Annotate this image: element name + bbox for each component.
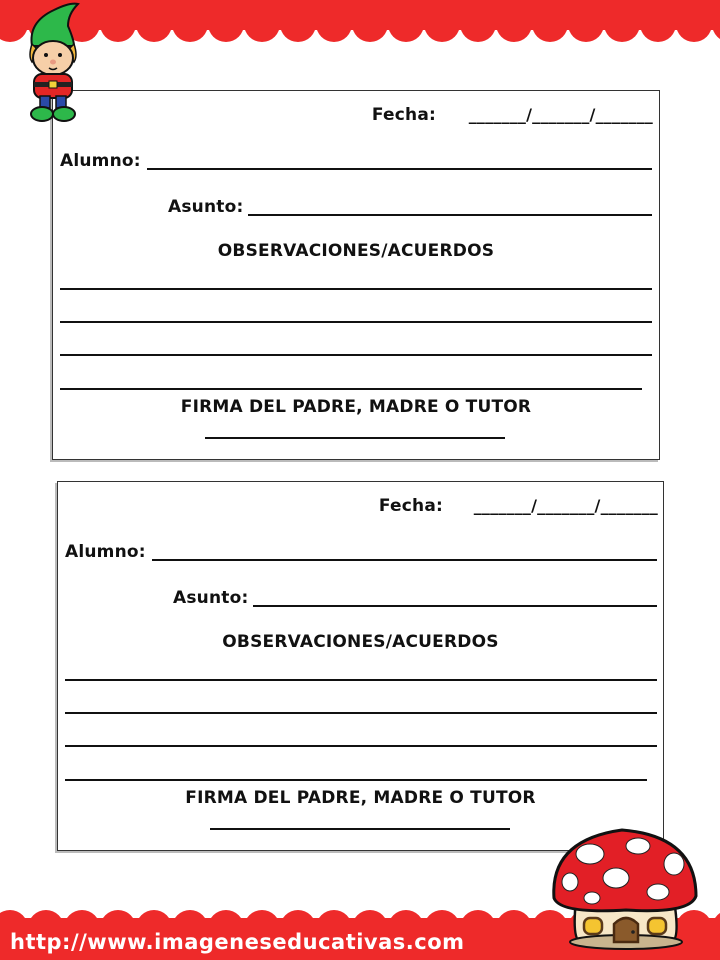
- fecha-blanks: _______/_______/_______: [473, 496, 658, 515]
- fecha-label: Fecha:: [371, 105, 436, 125]
- observation-line: [65, 745, 657, 747]
- fecha-blanks: _______/_______/_______: [468, 105, 653, 124]
- observaciones-title: OBSERVACIONES/ACUERDOS: [222, 632, 499, 652]
- asunto-label: Asunto:: [173, 588, 249, 608]
- firma-line: [205, 437, 505, 439]
- observation-line: [60, 388, 642, 390]
- asunto-line: [248, 214, 652, 216]
- observation-line: [65, 679, 657, 681]
- alumno-line: [152, 559, 657, 561]
- observation-line: [65, 779, 647, 781]
- firma-label: FIRMA DEL PADRE, MADRE O TUTOR: [180, 397, 532, 417]
- mushroom-house-icon: [550, 818, 700, 950]
- alumno-label: Alumno:: [60, 151, 141, 171]
- observation-line: [60, 354, 652, 356]
- note-form-2: [57, 481, 664, 851]
- alumno-line: [147, 168, 652, 170]
- observation-line: [60, 321, 652, 323]
- observaciones-title: OBSERVACIONES/ACUERDOS: [217, 241, 495, 261]
- fecha-label: Fecha:: [378, 496, 443, 516]
- alumno-label: Alumno:: [65, 542, 146, 562]
- top-scallop-border: [0, 18, 720, 52]
- footer-url: http://www.imageneseducativas.com: [10, 930, 465, 954]
- firma-line: [210, 828, 510, 830]
- asunto-line: [253, 605, 657, 607]
- observation-line: [65, 712, 657, 714]
- asunto-label: Asunto:: [168, 197, 244, 217]
- elf-icon: [18, 0, 88, 128]
- note-form-1: [52, 90, 660, 460]
- firma-label: FIRMA DEL PADRE, MADRE O TUTOR: [185, 788, 536, 808]
- observation-line: [60, 288, 652, 290]
